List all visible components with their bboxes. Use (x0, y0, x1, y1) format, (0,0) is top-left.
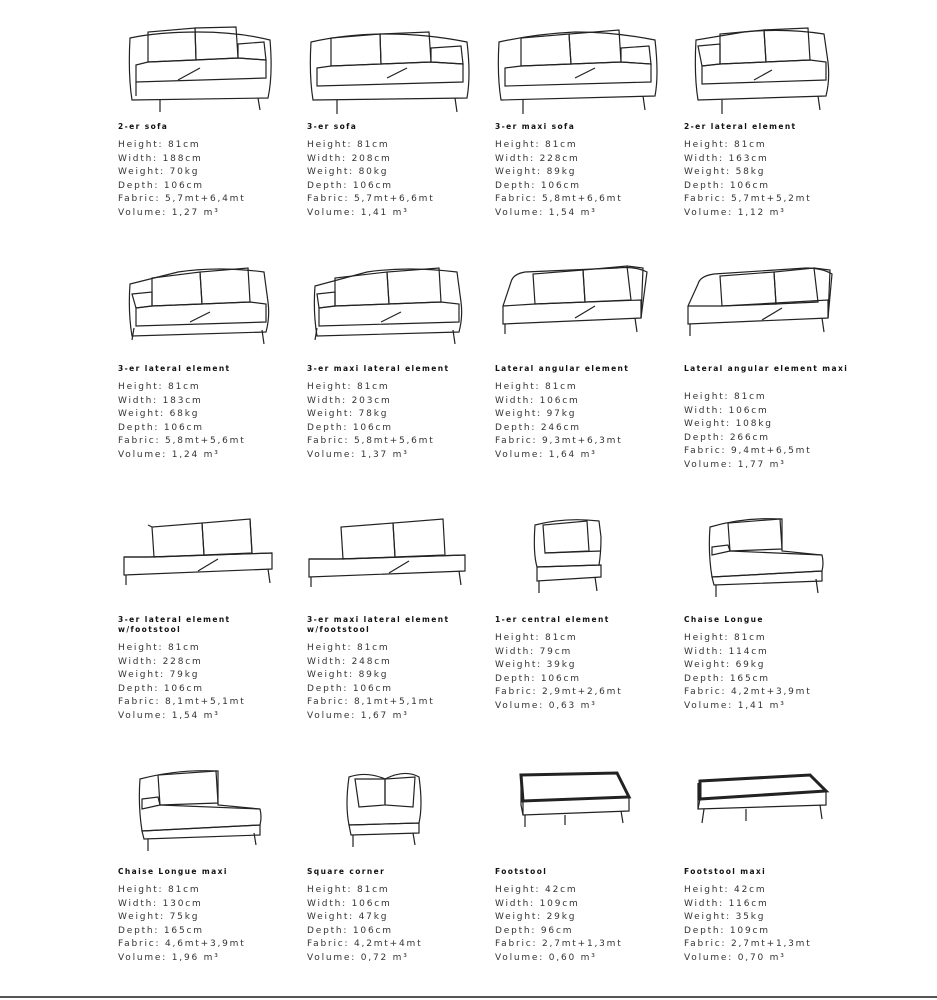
spec-weight: Weight: 108kg (684, 419, 773, 429)
spec-depth: Depth: 106cm (118, 180, 204, 191)
spec-fabric: Fabric: 5,7mt+6,6mt (307, 194, 435, 204)
spec-height: Height: 81cm (684, 633, 767, 643)
lateral-element-3-icon (118, 262, 293, 362)
product-specs (118, 381, 293, 462)
spec-width: Width: 188cm (118, 153, 203, 164)
spec-fabric: Fabric: 5,8mt+5,6mt (118, 436, 246, 446)
spec-weight: Weight: 89kg (495, 167, 577, 177)
product-specs (307, 642, 482, 723)
spec-weight: Weight: 97kg (495, 409, 577, 419)
spec-weight: Weight: 47kg (307, 912, 389, 922)
spec-width: Width: 130cm (118, 898, 203, 909)
chaise-longue-icon (684, 513, 859, 613)
spec-weight: Weight: 89kg (307, 670, 389, 680)
product-name: Chaise Longue (684, 615, 764, 624)
product-name: 3-er maxi sofa (495, 122, 576, 131)
spec-weight: Weight: 58kg (684, 167, 766, 177)
spec-width: Width: 163cm (684, 153, 769, 164)
product-name: Lateral angular element (495, 364, 630, 373)
spec-width: Width: 183cm (118, 395, 203, 406)
product-name: Square corner (307, 867, 386, 876)
spec-fabric: Fabric: 5,7mt+6,4mt (118, 194, 246, 204)
product-name: Chaise Longue maxi (118, 867, 228, 876)
spec-height: Height: 81cm (495, 382, 578, 392)
spec-height: Height: 81cm (118, 885, 201, 895)
chaise-longue-maxi-icon (118, 765, 293, 865)
spec-volume: Volume: 1,12 m³ (684, 207, 786, 218)
spec-width: Width: 106cm (495, 395, 580, 406)
spec-volume: Volume: 1,41 m³ (684, 700, 786, 711)
spec-depth: Depth: 106cm (307, 683, 393, 694)
spec-fabric: Fabric: 5,8mt+6,6mt (495, 194, 623, 204)
spec-width: Width: 228cm (495, 153, 580, 164)
spec-height: Height: 81cm (307, 140, 390, 150)
product-specs (684, 632, 859, 713)
spec-width: Width: 106cm (684, 405, 769, 416)
spec-width: Width: 109cm (495, 898, 580, 909)
spec-volume: Volume: 0,63 m³ (495, 700, 597, 711)
spec-volume: Volume: 0,70 m³ (684, 952, 786, 963)
spec-volume: Volume: 1,54 m³ (118, 710, 220, 721)
product-specs (684, 884, 859, 965)
product-specs (118, 139, 293, 220)
product-specs (307, 381, 482, 462)
spec-fabric: Fabric: 4,2mt+3,9mt (684, 687, 812, 697)
square-corner-icon (307, 765, 482, 865)
spec-width: Width: 116cm (684, 898, 769, 909)
spec-weight: Weight: 78kg (307, 409, 389, 419)
spec-fabric: Fabric: 2,7mt+1,3mt (495, 939, 623, 949)
spec-height: Height: 81cm (307, 382, 390, 392)
spec-weight: Weight: 39kg (495, 660, 577, 670)
footer-divider (0, 996, 937, 998)
central-element-icon (495, 513, 670, 613)
spec-depth: Depth: 96cm (495, 925, 574, 936)
spec-height: Height: 81cm (118, 643, 201, 653)
spec-weight: Weight: 79kg (118, 670, 200, 680)
spec-depth: Depth: 106cm (307, 925, 393, 936)
product-specs (118, 884, 293, 965)
spec-volume: Volume: 1,54 m³ (495, 207, 597, 218)
spec-weight: Weight: 29kg (495, 912, 577, 922)
product-specs (495, 381, 670, 462)
spec-depth: Depth: 106cm (684, 180, 770, 191)
lateral-element-3-maxi-icon (307, 262, 482, 362)
spec-height: Height: 42cm (684, 885, 767, 895)
spec-depth: Depth: 106cm (495, 673, 581, 684)
spec-depth: Depth: 266cm (684, 432, 770, 443)
product-name: 3-er lateral element w/footstool (118, 615, 231, 634)
spec-volume: Volume: 1,37 m³ (307, 449, 409, 460)
lateral-element-2-icon (684, 20, 859, 120)
spec-fabric: Fabric: 4,6mt+3,9mt (118, 939, 246, 949)
spec-width: Width: 79cm (495, 646, 573, 657)
product-name: Footstool maxi (684, 867, 767, 876)
spec-volume: Volume: 1,24 m³ (118, 449, 220, 460)
spec-height: Height: 81cm (307, 885, 390, 895)
product-specs (118, 642, 293, 723)
product-name: 1-er central element (495, 615, 610, 624)
spec-depth: Depth: 106cm (307, 422, 393, 433)
spec-height: Height: 81cm (684, 392, 767, 402)
lateral-element-footstool-icon (118, 513, 293, 613)
spec-volume: Volume: 1,67 m³ (307, 710, 409, 721)
spec-width: Width: 248cm (307, 656, 392, 667)
product-name: 3-er lateral element (118, 364, 231, 373)
product-name: Footstool (495, 867, 548, 876)
spec-fabric: Fabric: 2,9mt+2,6mt (495, 687, 623, 697)
lateral-angular-element-maxi-icon (684, 262, 859, 362)
spec-volume: Volume: 1,64 m³ (495, 449, 597, 460)
product-name: 2-er lateral element (684, 122, 797, 131)
product-name: Lateral angular element maxi (684, 364, 849, 373)
spec-height: Height: 81cm (118, 140, 201, 150)
lateral-angular-element-icon (495, 262, 670, 362)
spec-width: Width: 203cm (307, 395, 392, 406)
spec-height: Height: 81cm (495, 140, 578, 150)
footstool-icon (495, 765, 670, 865)
spec-weight: Weight: 70kg (118, 167, 200, 177)
spec-weight: Weight: 80kg (307, 167, 389, 177)
spec-height: Height: 81cm (118, 382, 201, 392)
spec-depth: Depth: 165cm (118, 925, 204, 936)
product-specs (307, 884, 482, 965)
spec-weight: Weight: 68kg (118, 409, 200, 419)
spec-depth: Depth: 106cm (495, 180, 581, 191)
spec-depth: Depth: 165cm (684, 673, 770, 684)
spec-weight: Weight: 75kg (118, 912, 200, 922)
spec-depth: Depth: 106cm (118, 422, 204, 433)
product-name: 3-er maxi lateral element (307, 364, 450, 373)
spec-depth: Depth: 106cm (307, 180, 393, 191)
product-name: 2-er sofa (118, 122, 169, 131)
spec-volume: Volume: 1,96 m³ (118, 952, 220, 963)
spec-height: Height: 81cm (495, 633, 578, 643)
spec-volume: Volume: 0,72 m³ (307, 952, 409, 963)
sofa-2-icon (118, 20, 293, 120)
spec-width: Width: 228cm (118, 656, 203, 667)
product-specs (495, 632, 670, 713)
sofa-3-icon (307, 20, 482, 120)
lateral-element-maxi-footstool-icon (307, 513, 482, 613)
spec-height: Height: 42cm (495, 885, 578, 895)
spec-fabric: Fabric: 5,7mt+5,2mt (684, 194, 812, 204)
spec-width: Width: 106cm (307, 898, 392, 909)
product-specs (495, 139, 670, 220)
spec-weight: Weight: 69kg (684, 660, 766, 670)
spec-width: Width: 114cm (684, 646, 769, 657)
spec-volume: Volume: 0,60 m³ (495, 952, 597, 963)
spec-fabric: Fabric: 9,4mt+6,5mt (684, 446, 812, 456)
footstool-maxi-icon (684, 765, 859, 865)
spec-volume: Volume: 1,41 m³ (307, 207, 409, 218)
spec-fabric: Fabric: 4,2mt+4mt (307, 939, 423, 949)
product-specs (684, 139, 859, 220)
sofa-3-maxi-icon (495, 20, 670, 120)
spec-fabric: Fabric: 5,8mt+5,6mt (307, 436, 435, 446)
spec-height: Height: 81cm (684, 140, 767, 150)
spec-depth: Depth: 106cm (118, 683, 204, 694)
spec-depth: Depth: 246cm (495, 422, 581, 433)
spec-fabric: Fabric: 8,1mt+5,1mt (118, 697, 246, 707)
spec-fabric: Fabric: 2,7mt+1,3mt (684, 939, 812, 949)
spec-volume: Volume: 1,77 m³ (684, 459, 786, 470)
product-name: 3-er sofa (307, 122, 358, 131)
product-name: 3-er maxi lateral element w/footstool (307, 615, 450, 634)
spec-fabric: Fabric: 8,1mt+5,1mt (307, 697, 435, 707)
product-specs (495, 884, 670, 965)
spec-volume: Volume: 1,27 m³ (118, 207, 220, 218)
spec-weight: Weight: 35kg (684, 912, 766, 922)
product-specs (684, 391, 859, 472)
spec-depth: Depth: 109cm (684, 925, 770, 936)
spec-fabric: Fabric: 9,3mt+6,3mt (495, 436, 623, 446)
spec-width: Width: 208cm (307, 153, 392, 164)
spec-height: Height: 81cm (307, 643, 390, 653)
product-specs (307, 139, 482, 220)
